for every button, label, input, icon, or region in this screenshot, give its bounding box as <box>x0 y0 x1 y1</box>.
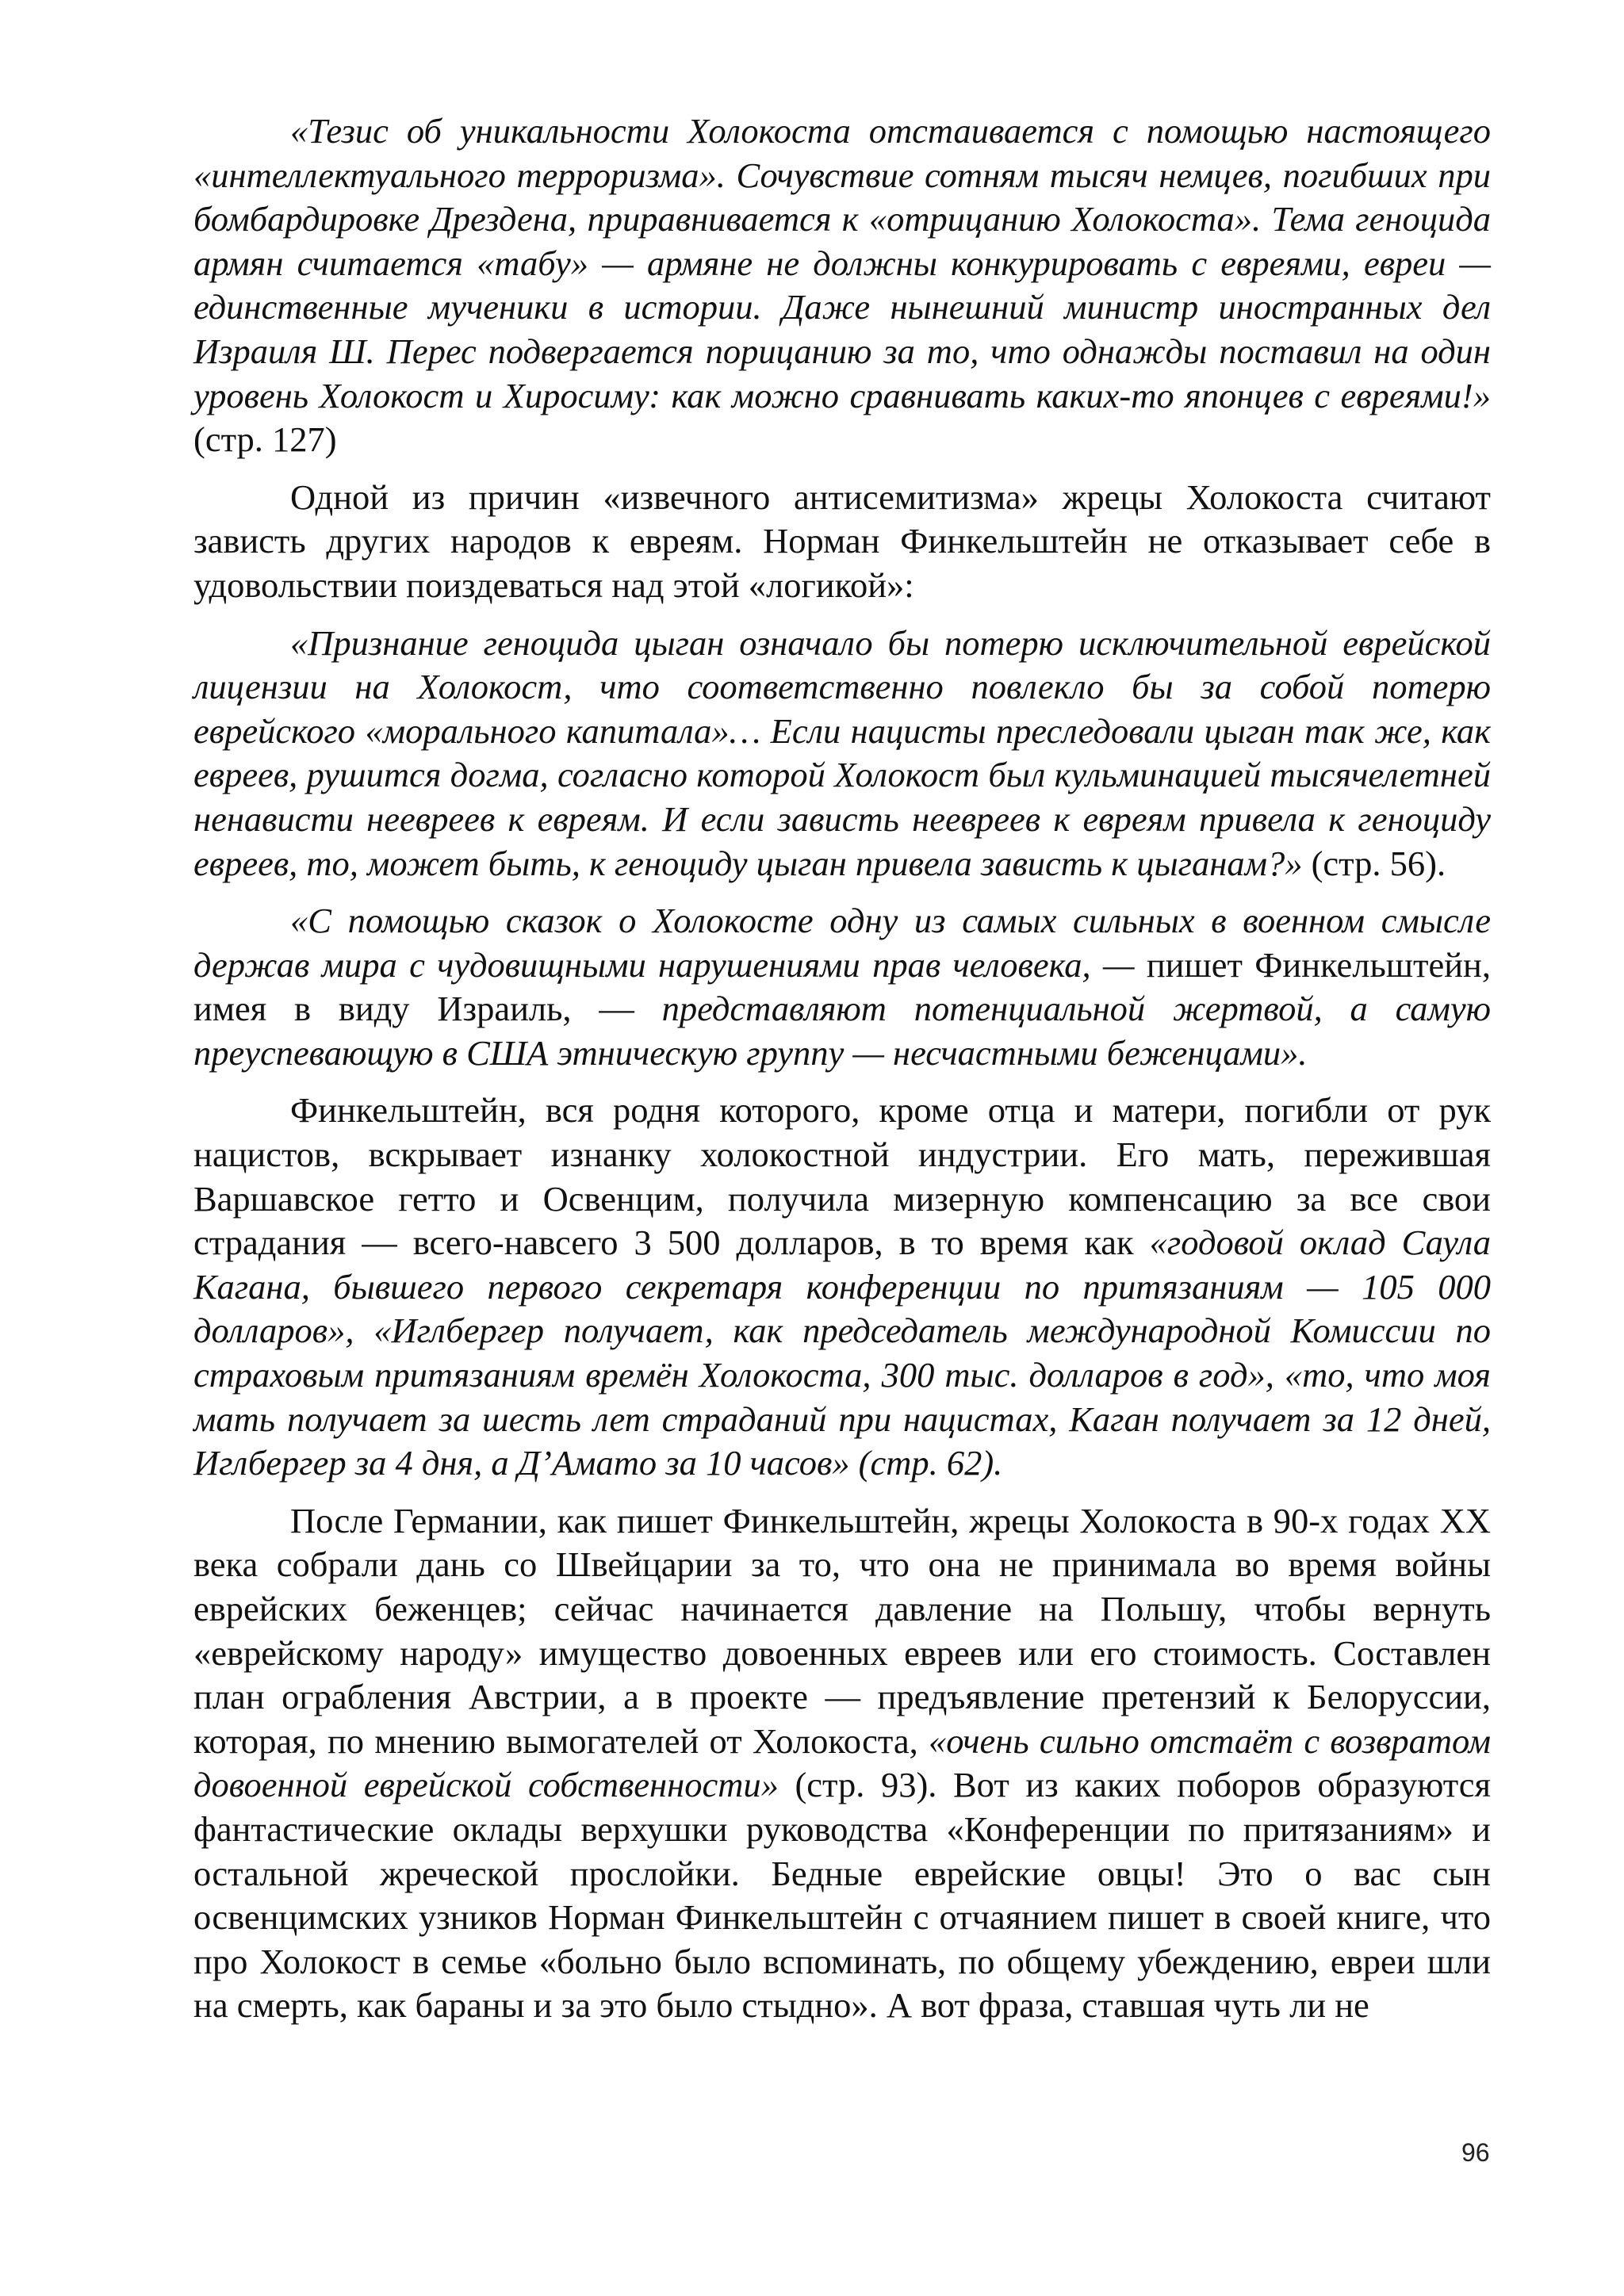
paragraph-text: Одной из причин «извечного антисемитизма» жрецы Холокоста считают зависть других народов к евреям. Норман Финкельштейн не отказывает себе в удовольствии поиздеваться над этой «логикой»: <box>193 476 1491 605</box>
paragraph-envy <box>193 476 1491 608</box>
quote-text: «Тезис об уникальности Холокоста отстаивается с помощью настоящего «интеллектуального терроризма». Сочувствие сотням тысяч немцев, погибших при бомбардировке Дрездена, приравнивается к «отрицанию Холокоста». Тема геноцида армян считается «табу» — армяне не должны конкурировать с евреями, евреи — единственные мученики в истории. Даже нынешний министр иностранных дел Израиля Ш. Перес подвергается порицанию за то, что однажды поставил на один уровень Холокост и Хиросиму: как можно сравнивать каких-то японцев с евреями!» <box>193 111 1491 415</box>
page-body <box>193 109 1491 2042</box>
quote-text: «Признание геноцида цыган означало бы потерю исключительной еврейской лицензии на Холокост, что соответственно повлекло бы за собой потерю еврейского «морального капитала»… Если нацисты преследовали цыган так же, как евреев, рушится догма, согласно которой Холокост был кульминацией тысячелетней ненависти неевреев к евреям. И если зависть неевреев к евреям привела к геноциду евреев, то, может быть, к геноциду цыган привела зависть к цыганам?» <box>193 622 1491 883</box>
author-remark: пишет Финкельштейн, имея в виду Израиль, — <box>193 944 1491 1029</box>
quote-holocaust-uniqueness <box>193 109 1491 462</box>
quote-text: «очень сильно отстаёт с возвратом довоенной еврейской собственности» <box>193 1720 1491 1805</box>
citation: (стр. 127) <box>193 419 337 460</box>
page-number: 96 <box>1461 2138 1490 2167</box>
paragraph-text: (стр. 93). Вот из каких поборов образуются фантастические оклады верхушки руководства «Конференции по притязаниям» и остальной жреческой прослойки. Бедные еврейские овцы! Это о вас сын освенцимских узников Норман Финкельштейн с отчаянием пишет в своей книге, что про Холокост в семье «больно было вспоминать, по общему убеждению, евреи шли на смерть, как бараны и за это было стыдно». А вот фраза, ставшая чуть ли не <box>193 1765 1491 2026</box>
paragraph-text: Финкельштейн, вся родня которого, кроме отца и матери, погибли от рук нацистов, вскрывает изнанку холокостной индустрии. Его мать, пережившая Варшавское гетто и Освенцим, получила мизерную компенсацию за все свои страдания — всего-навсего 3 500 долларов, в то время как <box>193 1090 1491 1263</box>
quote-text: представляют потенциальной жертвой, а самую преуспевающую в США этническую группу — несчастными беженцами». <box>193 989 1491 1073</box>
paragraph-switzerland <box>193 1499 1491 2028</box>
paragraph-text: После Германии, как пишет Финкельштейн, жрецы Холокоста в 90-х годах XX века собрали дань со Швейцарии за то, что она не принимала во время войны еврейских беженцев; сейчас начинается давление на Польшу, чтобы вернуть «еврейскому народу» имущество довоенных евреев или его стоимость. Составлен план ограбления Австрии, а в проекте — предъявление претензий к Белоруссии, которая, по мнению вымогателей от Холокоста, <box>193 1500 1491 1761</box>
quote-israel <box>193 899 1491 1075</box>
quote-text: «С помощью сказок о Холокосте одну из самых сильных в военном смысле держав мира с чудовищными нарушениями прав человека, — <box>193 901 1491 985</box>
citation: (стр. 56). <box>1302 843 1446 883</box>
quote-text: «годовой оклад Саула Кагана, бывшего первого секретаря конференции по притязаниям — 105 000 долларов», «Иглбергер получает, как председатель международной Комиссии по страховым притязаниям времён Холокоста, 300 тыс. долларов в год», «то, что моя мать получает за шесть лет страданий при нацистах, Каган получает за 12 дней, Иглбергер за 4 дня, а Д’Амато за 10 часов» (стр. 62). <box>193 1223 1491 1483</box>
paragraph-compensation <box>193 1089 1491 1485</box>
quote-gypsy-genocide <box>193 622 1491 886</box>
